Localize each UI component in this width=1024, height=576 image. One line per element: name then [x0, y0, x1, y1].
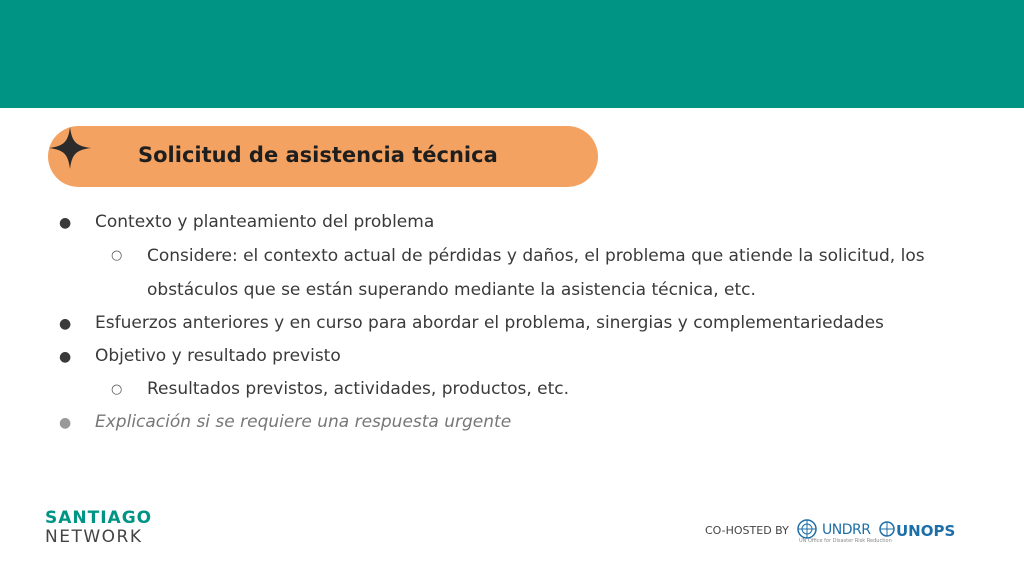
- bullet-item-italic: Explicación si se requiere una respuesta urgente: [95, 412, 512, 432]
- bullet-marker: ●: [59, 215, 72, 231]
- un-emblem-icon: [879, 521, 895, 537]
- sub-bullet-item: Resultados previstos, actividades, productos, etc.: [147, 379, 570, 399]
- slide-title: Solicitud de asistencia técnica: [138, 143, 498, 167]
- bullet-item: Esfuerzos anteriores y en curso para abordar el problema, sinergias y complementariedades: [95, 313, 884, 333]
- undrr-logo: UNDRR: [822, 522, 871, 538]
- un-emblem-icon: [796, 518, 818, 540]
- cohosted-label: CO-HOSTED BY: [705, 524, 789, 537]
- bullet-marker: ●: [59, 316, 72, 332]
- bullet-marker: ●: [59, 349, 72, 365]
- bullet-item: Objetivo y resultado previsto: [95, 346, 341, 366]
- sub-bullet-marker: ○: [111, 248, 123, 263]
- sub-bullet-marker: ○: [111, 382, 123, 397]
- bullet-item: Contexto y planteamiento del problema: [95, 212, 435, 232]
- sub-bullet-item-continuation: obstáculos que se están superando mediante la asistencia técnica, etc.: [147, 280, 756, 300]
- bullet-marker: ●: [59, 415, 72, 431]
- santiago-network-logo-line2: NETWORK: [45, 527, 143, 547]
- santiago-network-logo-line1: SANTIAGO: [45, 508, 153, 528]
- unops-logo: UNOPS: [896, 522, 956, 540]
- undrr-subtitle: UN Office for Disaster Risk Reduction: [799, 538, 892, 544]
- sub-bullet-item: Considere: el contexto actual de pérdidas y daños, el problema que atiende la solicitud, los: [147, 246, 925, 266]
